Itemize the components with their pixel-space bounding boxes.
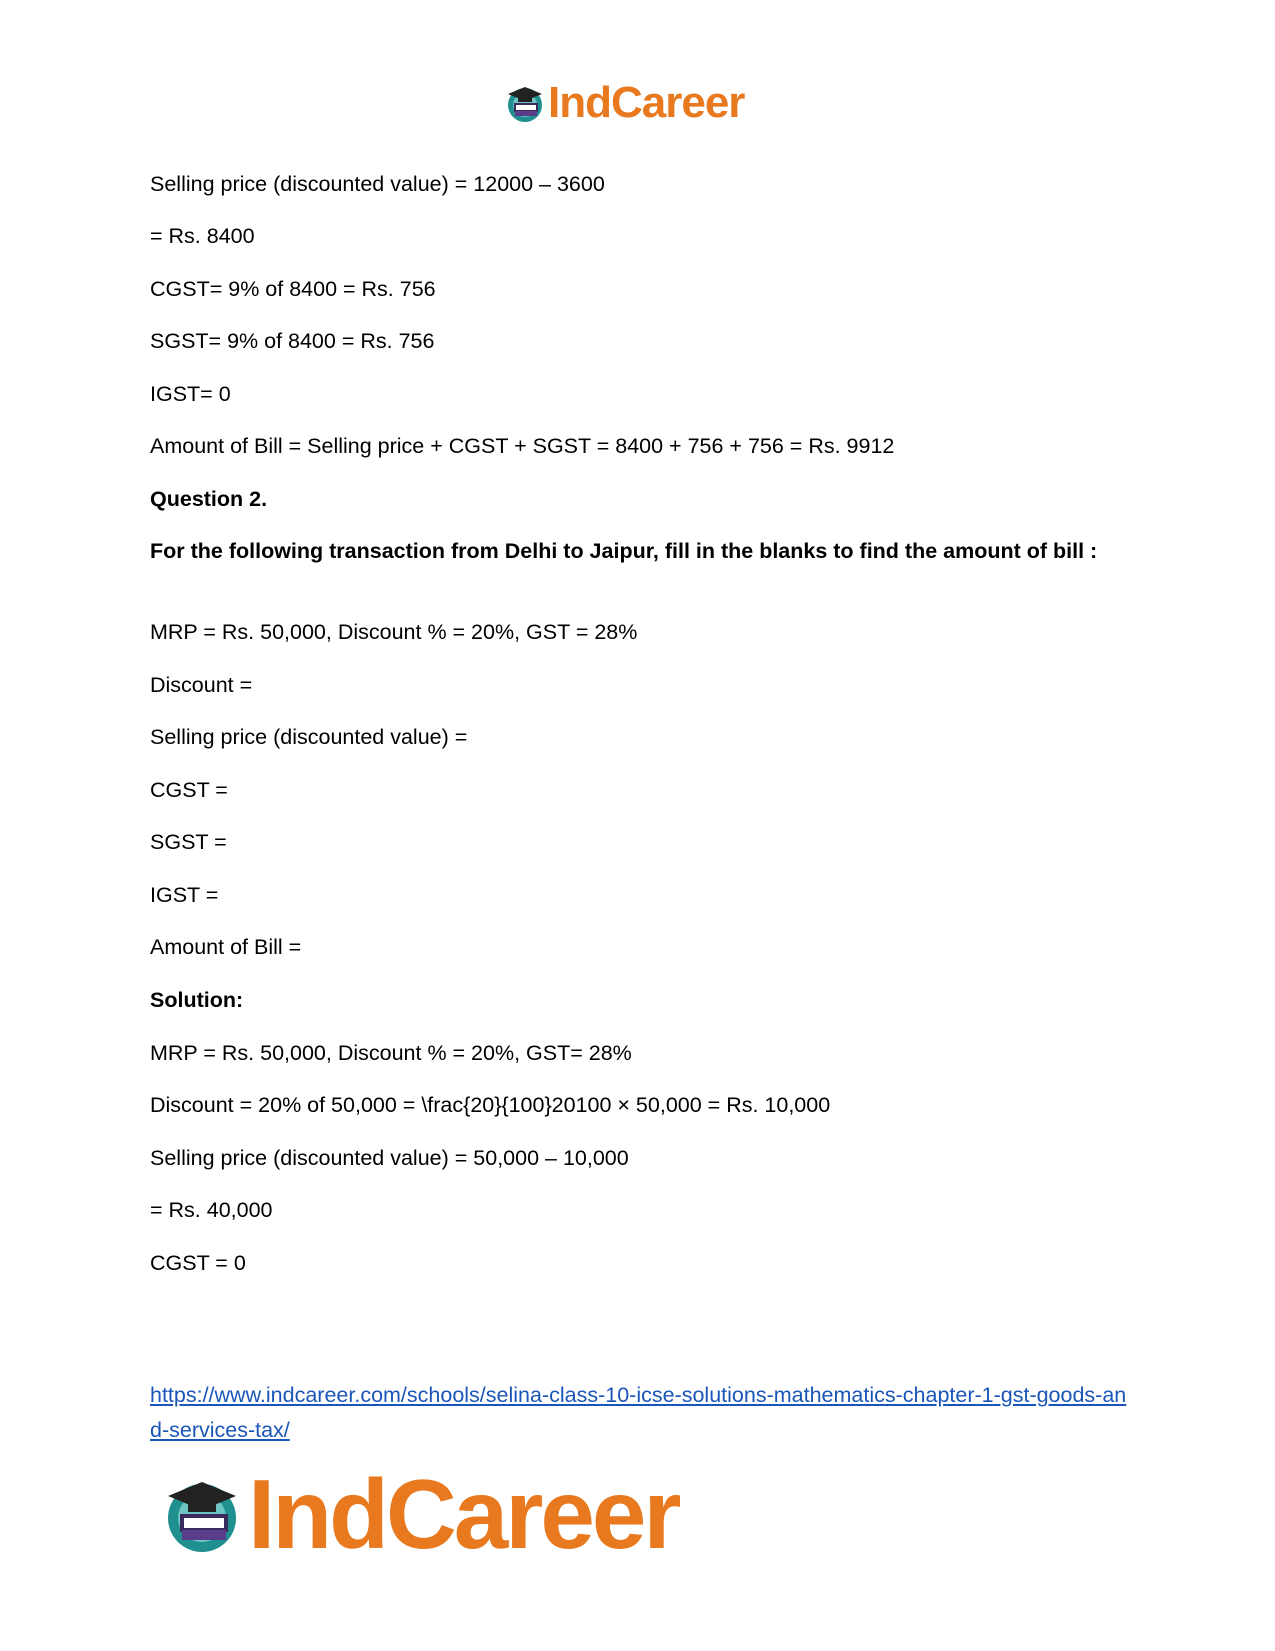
text-line: SGST= 9% of 8400 = Rs. 756 (150, 329, 435, 353)
indcareer-logo-top (504, 80, 744, 126)
solution-heading: Solution: (150, 988, 244, 1012)
question-heading: Question 2. (150, 487, 268, 511)
text-line: Selling price (discounted value) = 50,000 – 10,000 (150, 1146, 629, 1170)
source-link[interactable]: https://www.indcareer.com/schools/selina-class-10-icse-solutions-mathematics-chapter-1-gst-goods-and-services-tax/ (150, 1383, 1127, 1442)
brand-name: IndCareer (548, 78, 745, 127)
graduation-cap-icon (504, 82, 546, 124)
text-line: CGST= 9% of 8400 = Rs. 756 (150, 277, 436, 301)
text-line: Selling price (discounted value) = (150, 725, 468, 749)
text-line: MRP = Rs. 50,000, Discount % = 20%, GST = 28% (150, 620, 638, 644)
brand-name: IndCareer (248, 1458, 679, 1569)
text-line: = Rs. 8400 (150, 224, 255, 248)
indcareer-logo-bottom (160, 1458, 679, 1569)
text-line: Amount of Bill = (150, 935, 302, 959)
text-line: Amount of Bill = Selling price + CGST + SGST = 8400 + 756 + 756 = Rs. 9912 (150, 434, 895, 458)
text-line: IGST= 0 (150, 382, 231, 406)
text-line: MRP = Rs. 50,000, Discount % = 20%, GST= 28% (150, 1041, 632, 1065)
text-line: Discount = 20% of 50,000 = \frac{20}{100}20100 × 50,000 = Rs. 10,000 (150, 1093, 831, 1117)
question-text: For the following transaction from Delhi to Jaipur, fill in the blanks to find the amount of bill : (150, 539, 1098, 563)
text-line: Selling price (discounted value) = 12000 – 3600 (150, 172, 605, 196)
text-line: = Rs. 40,000 (150, 1198, 273, 1222)
text-line: CGST = (150, 778, 228, 802)
text-line: SGST = (150, 830, 227, 854)
text-line: Discount = (150, 673, 253, 697)
text-line: IGST = (150, 883, 219, 907)
graduation-cap-icon (160, 1472, 244, 1556)
text-line: CGST = 0 (150, 1251, 246, 1275)
